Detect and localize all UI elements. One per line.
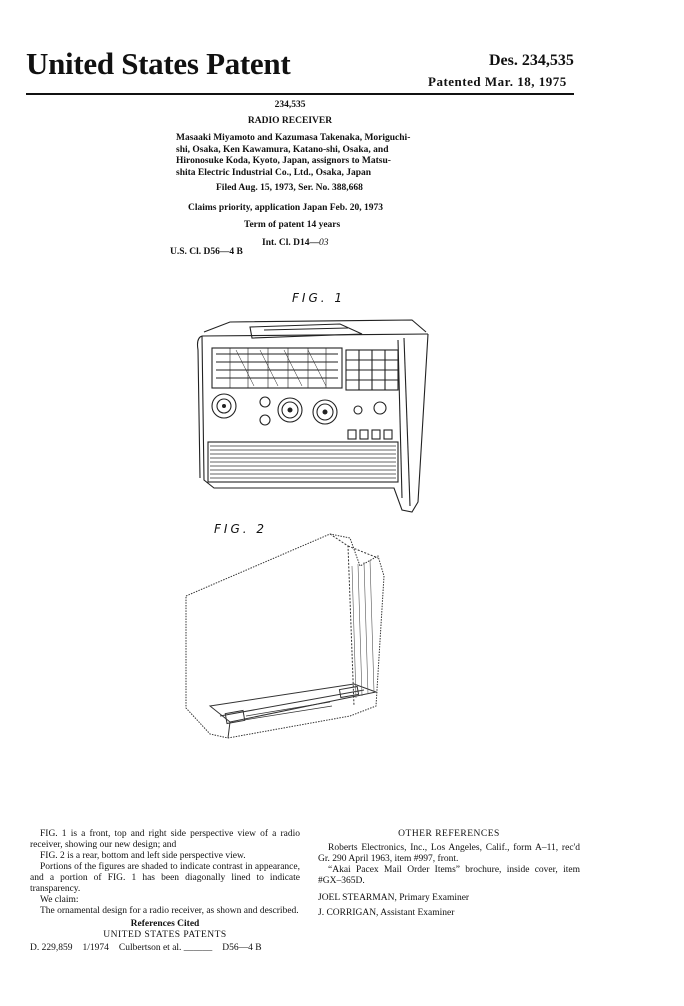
- reference-name: Culbertson et al. ______: [118, 943, 213, 953]
- priority-line: Claims priority, application Japan Feb. 20, 1973: [188, 203, 384, 213]
- int-cl-handwritten: 03: [319, 238, 329, 248]
- reference-number: D. 229,859: [30, 943, 73, 953]
- reference-date: 1/1974: [82, 943, 109, 953]
- other-reference-paragraph: “Akai Pacex Mail Order Items” brochure, inside cover, item #GX–365D.: [318, 865, 580, 886]
- inventors-line: Masaaki Miyamoto and Kazumasa Takenaka, Moriguchi-: [176, 133, 411, 143]
- references-cited-heading: References Cited: [130, 919, 200, 929]
- patent-office-title: United States Patent: [26, 46, 291, 81]
- patent-date: Patented Mar. 18, 1975: [428, 74, 567, 89]
- other-reference-paragraph: Roberts Electronics, Inc., Los Angeles, Calif., form A–11, rec'd Gr. 290 April 1963, item #997, front.: [318, 843, 580, 864]
- int-cl-text: Int. Cl. D14—: [262, 238, 320, 248]
- primary-examiner: JOEL STEARMAN, Primary Examiner: [318, 893, 470, 903]
- term-line: Term of patent 14 years: [244, 220, 341, 230]
- description-paragraph: FIG. 1 is a front, top and right side perspective view of a radio receiver, showing our new design; and: [30, 829, 300, 850]
- other-references-column: [318, 829, 580, 919]
- filed-line: Filed Aug. 15, 1973, Ser. No. 388,668: [216, 183, 363, 193]
- inventors-line: shita Electric Industrial Co., Ltd., Osaka, Japan: [176, 167, 372, 178]
- inventors-line: Hironosuke Koda, Kyoto, Japan, assignors to Matsu-: [176, 156, 391, 166]
- claim-text: The ornamental design for a radio receiver, as shown and described.: [40, 906, 299, 916]
- inventors-line: shi, Osaka, Ken Kawamura, Katano-shi, Osaka, and: [176, 144, 389, 155]
- fig2-label: FIG. 2: [214, 522, 268, 536]
- reference-class: D56—4 B: [222, 943, 262, 953]
- fig2-radio-drawing: [180, 526, 402, 748]
- description-paragraph: Portions of the figures are shaded to indicate contrast in appearance, and a portion of FIG. 1 has been diagonally lined to indicate transparency.: [30, 862, 300, 894]
- description-column: [30, 829, 300, 954]
- inventors-block: [176, 133, 416, 179]
- us-cl-line: U.S. Cl. D56—4 B: [170, 247, 243, 257]
- int-cl-line: [262, 238, 329, 250]
- patent-number: Des. 234,535: [489, 52, 574, 69]
- us-patents-heading: UNITED STATES PATENTS: [103, 930, 227, 940]
- fig1-radio-drawing: [190, 310, 440, 520]
- fig1-label: FIG. 1: [292, 291, 346, 305]
- description-paragraph: FIG. 2 is a rear, bottom and left side perspective view.: [40, 851, 246, 861]
- header-rule: [26, 93, 574, 95]
- invention-title: RADIO RECEIVER: [247, 116, 333, 126]
- assistant-examiner: J. CORRIGAN, Assistant Examiner: [318, 908, 455, 918]
- patent-number-small: 234,535: [274, 100, 306, 110]
- us-patent-reference-row: [30, 943, 300, 954]
- other-references-heading: OTHER REFERENCES: [398, 829, 500, 839]
- claim-heading: We claim:: [40, 895, 79, 905]
